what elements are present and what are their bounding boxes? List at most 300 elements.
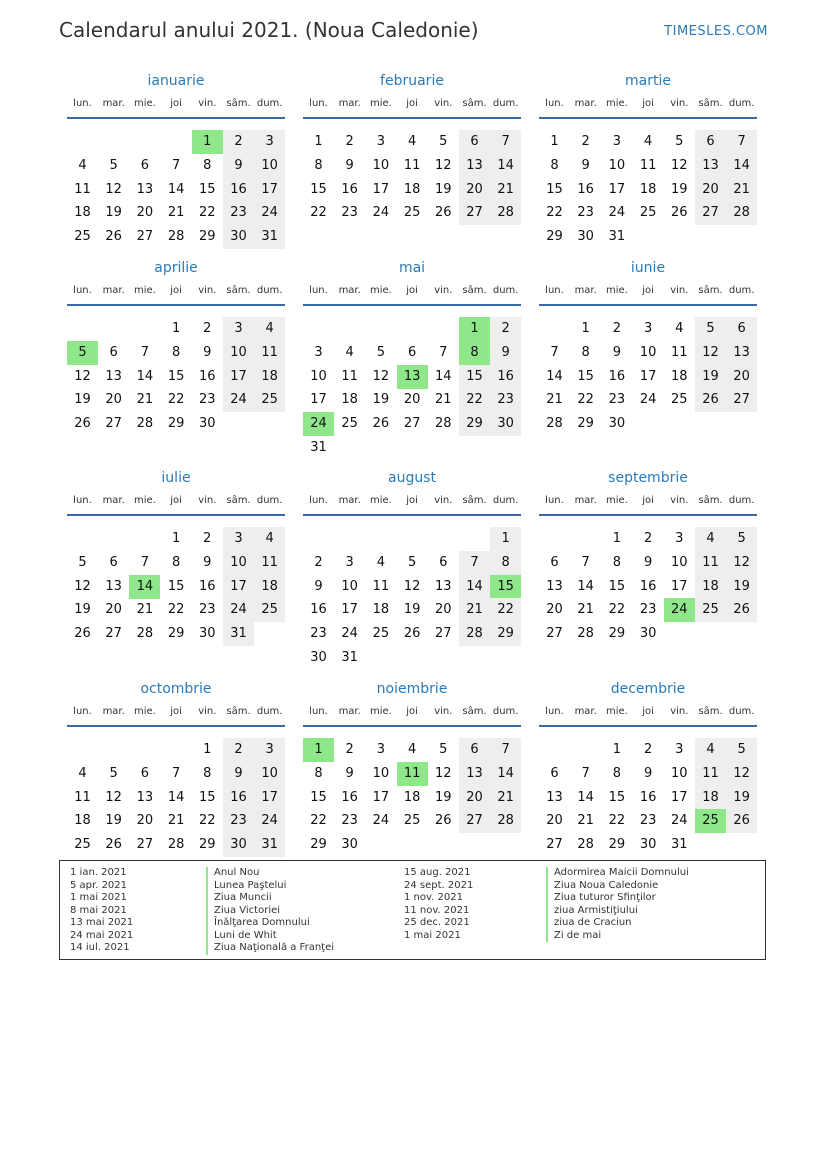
day-cell[interactable]: 9: [345, 157, 354, 173]
day-cell[interactable]: 21: [490, 786, 521, 810]
day-cell[interactable]: 21: [136, 392, 154, 408]
day-cell[interactable]: 17: [223, 575, 254, 599]
day-cell[interactable]: 25: [403, 205, 421, 221]
day-cell[interactable]: 26: [695, 388, 726, 412]
day-cell[interactable]: 11: [341, 368, 358, 384]
day-cell[interactable]: 28: [167, 837, 185, 853]
day-cell[interactable]: 8: [171, 344, 181, 360]
day-cell[interactable]: 7: [171, 765, 181, 781]
day-cell[interactable]: 15: [310, 181, 327, 197]
day-cell[interactable]: 27: [459, 201, 490, 225]
day-cell[interactable]: 10: [372, 765, 390, 781]
day-cell[interactable]: 24: [608, 205, 626, 221]
day-cell[interactable]: 7: [581, 554, 590, 570]
day-cell[interactable]: 28: [136, 416, 154, 432]
day-cell[interactable]: 30: [310, 650, 327, 665]
day-cell[interactable]: 1: [550, 134, 559, 149]
day-cell[interactable]: 27: [435, 626, 452, 642]
day-cell[interactable]: 26: [105, 229, 122, 245]
day-cell[interactable]: 26: [726, 809, 757, 833]
day-cell[interactable]: 19: [372, 392, 390, 408]
day-cell[interactable]: 30: [577, 229, 594, 245]
day-cell[interactable]: 7: [490, 738, 521, 762]
day-cell[interactable]: 27: [105, 416, 122, 432]
day-cell[interactable]: 30: [199, 416, 216, 432]
day-cell[interactable]: 14: [167, 789, 185, 805]
day-cell[interactable]: 9: [490, 341, 521, 365]
day-cell[interactable]: 13: [546, 789, 563, 805]
day-cell[interactable]: 15: [199, 181, 216, 197]
holiday-day-cell[interactable]: 24: [664, 598, 695, 622]
day-cell[interactable]: 19: [726, 575, 757, 599]
day-cell[interactable]: 29: [577, 416, 594, 432]
day-cell[interactable]: 1: [612, 742, 622, 757]
day-cell[interactable]: 2: [314, 554, 323, 570]
day-cell[interactable]: 12: [726, 551, 757, 575]
day-cell[interactable]: 24: [223, 388, 254, 412]
day-cell[interactable]: 6: [550, 765, 559, 781]
day-cell[interactable]: 23: [639, 602, 657, 618]
day-cell[interactable]: 25: [403, 813, 421, 829]
day-cell[interactable]: 6: [140, 765, 150, 781]
day-cell[interactable]: 24: [639, 392, 657, 408]
day-cell[interactable]: 8: [612, 765, 622, 781]
day-cell[interactable]: 6: [695, 130, 726, 154]
day-cell[interactable]: 18: [639, 181, 657, 197]
day-cell[interactable]: 5: [407, 554, 417, 570]
day-cell[interactable]: 31: [254, 225, 285, 249]
day-cell[interactable]: 29: [608, 837, 626, 853]
day-cell[interactable]: 21: [577, 602, 594, 618]
day-cell[interactable]: 10: [341, 578, 358, 594]
day-cell[interactable]: 19: [105, 205, 122, 221]
day-cell[interactable]: 18: [403, 789, 421, 805]
day-cell[interactable]: 4: [407, 134, 417, 149]
day-cell[interactable]: 10: [372, 157, 390, 173]
day-cell[interactable]: 3: [376, 742, 386, 757]
day-cell[interactable]: 27: [136, 229, 154, 245]
day-cell[interactable]: 23: [341, 813, 358, 829]
day-cell[interactable]: 17: [671, 578, 688, 594]
day-cell[interactable]: 8: [581, 344, 590, 360]
day-cell[interactable]: 12: [726, 762, 757, 786]
day-cell[interactable]: 31: [310, 440, 327, 455]
day-cell[interactable]: 13: [136, 789, 154, 805]
day-cell[interactable]: 17: [372, 181, 390, 197]
day-cell[interactable]: 13: [435, 578, 452, 594]
holiday-day-cell[interactable]: 1: [459, 317, 490, 341]
day-cell[interactable]: 27: [695, 201, 726, 225]
day-cell[interactable]: 27: [403, 416, 421, 432]
day-cell[interactable]: 6: [407, 344, 417, 360]
day-cell[interactable]: 11: [695, 762, 726, 786]
day-cell[interactable]: 16: [639, 789, 657, 805]
day-cell[interactable]: 21: [167, 813, 185, 829]
day-cell[interactable]: 31: [223, 622, 254, 646]
day-cell[interactable]: 23: [199, 392, 216, 408]
day-cell[interactable]: 22: [167, 392, 185, 408]
day-cell[interactable]: 20: [546, 813, 563, 829]
day-cell[interactable]: 9: [345, 765, 354, 781]
day-cell[interactable]: 22: [199, 813, 216, 829]
day-cell[interactable]: 3: [223, 527, 254, 551]
day-cell[interactable]: 30: [199, 626, 216, 642]
day-cell[interactable]: 31: [254, 833, 285, 857]
day-cell[interactable]: 1: [314, 134, 323, 149]
day-cell[interactable]: 24: [254, 201, 285, 225]
day-cell[interactable]: 18: [341, 392, 358, 408]
day-cell[interactable]: 26: [671, 205, 688, 221]
day-cell[interactable]: 14: [726, 154, 757, 178]
day-cell[interactable]: 31: [671, 837, 688, 853]
day-cell[interactable]: 6: [459, 130, 490, 154]
day-cell[interactable]: 24: [254, 809, 285, 833]
day-cell[interactable]: 6: [140, 157, 150, 173]
day-cell[interactable]: 12: [435, 765, 452, 781]
day-cell[interactable]: 5: [439, 742, 448, 757]
day-cell[interactable]: 26: [372, 416, 390, 432]
day-cell[interactable]: 19: [726, 786, 757, 810]
day-cell[interactable]: 3: [223, 317, 254, 341]
day-cell[interactable]: 30: [639, 626, 657, 642]
day-cell[interactable]: 10: [254, 762, 285, 786]
day-cell[interactable]: 12: [74, 578, 91, 594]
day-cell[interactable]: 22: [490, 598, 521, 622]
day-cell[interactable]: 12: [105, 789, 122, 805]
day-cell[interactable]: 14: [167, 181, 185, 197]
day-cell[interactable]: 7: [490, 130, 521, 154]
day-cell[interactable]: 17: [639, 368, 657, 384]
day-cell[interactable]: 22: [199, 205, 216, 221]
day-cell[interactable]: 23: [577, 205, 594, 221]
day-cell[interactable]: 2: [223, 738, 254, 762]
day-cell[interactable]: 6: [109, 344, 118, 360]
day-cell[interactable]: 24: [372, 205, 390, 221]
day-cell[interactable]: 26: [403, 626, 421, 642]
day-cell[interactable]: 8: [550, 157, 559, 173]
day-cell[interactable]: 7: [581, 765, 590, 781]
day-cell[interactable]: 29: [199, 837, 216, 853]
day-cell[interactable]: 11: [671, 344, 688, 360]
day-cell[interactable]: 23: [490, 388, 521, 412]
day-cell[interactable]: 14: [577, 578, 594, 594]
day-cell[interactable]: 27: [726, 388, 757, 412]
day-cell[interactable]: 18: [254, 365, 285, 389]
day-cell[interactable]: 28: [459, 622, 490, 646]
day-cell[interactable]: 25: [74, 837, 91, 853]
day-cell[interactable]: 14: [459, 575, 490, 599]
day-cell[interactable]: 17: [341, 602, 358, 618]
day-cell[interactable]: 30: [490, 412, 521, 436]
day-cell[interactable]: 12: [74, 368, 91, 384]
day-cell[interactable]: 21: [136, 602, 154, 618]
day-cell[interactable]: 25: [254, 388, 285, 412]
day-cell[interactable]: 3: [376, 134, 386, 149]
day-cell[interactable]: 3: [345, 554, 354, 570]
day-cell[interactable]: 2: [223, 130, 254, 154]
day-cell[interactable]: 30: [639, 837, 657, 853]
day-cell[interactable]: 26: [435, 205, 452, 221]
day-cell[interactable]: 12: [372, 368, 390, 384]
day-cell[interactable]: 26: [726, 598, 757, 622]
day-cell[interactable]: 8: [314, 157, 323, 173]
day-cell[interactable]: 23: [341, 205, 358, 221]
day-cell[interactable]: 16: [639, 578, 657, 594]
day-cell[interactable]: 18: [74, 205, 91, 221]
day-cell[interactable]: 4: [254, 527, 285, 551]
day-cell[interactable]: 13: [136, 181, 154, 197]
day-cell[interactable]: 14: [136, 368, 154, 384]
day-cell[interactable]: 30: [341, 837, 358, 853]
day-cell[interactable]: 20: [136, 813, 154, 829]
day-cell[interactable]: 5: [439, 134, 448, 149]
day-cell[interactable]: 13: [546, 578, 563, 594]
day-cell[interactable]: 5: [675, 134, 684, 149]
day-cell[interactable]: 25: [254, 598, 285, 622]
day-cell[interactable]: 27: [136, 837, 154, 853]
day-cell[interactable]: 2: [203, 531, 212, 546]
day-cell[interactable]: 16: [199, 368, 216, 384]
day-cell[interactable]: 29: [167, 626, 185, 642]
holiday-day-cell[interactable]: 8: [459, 341, 490, 365]
day-cell[interactable]: 1: [171, 321, 181, 336]
day-cell[interactable]: 23: [223, 809, 254, 833]
day-cell[interactable]: 2: [643, 531, 653, 546]
day-cell[interactable]: 16: [608, 368, 626, 384]
day-cell[interactable]: 16: [577, 181, 594, 197]
day-cell[interactable]: 11: [254, 341, 285, 365]
day-cell[interactable]: 12: [403, 578, 421, 594]
day-cell[interactable]: 19: [435, 789, 452, 805]
day-cell[interactable]: 17: [671, 789, 688, 805]
day-cell[interactable]: 20: [403, 392, 421, 408]
day-cell[interactable]: 12: [671, 157, 688, 173]
day-cell[interactable]: 3: [675, 531, 684, 546]
day-cell[interactable]: 24: [223, 598, 254, 622]
day-cell[interactable]: 15: [546, 181, 563, 197]
day-cell[interactable]: 13: [695, 154, 726, 178]
day-cell[interactable]: 4: [78, 765, 87, 781]
day-cell[interactable]: 2: [345, 742, 354, 757]
day-cell[interactable]: 3: [675, 742, 684, 757]
day-cell[interactable]: 16: [223, 178, 254, 202]
day-cell[interactable]: 1: [171, 531, 181, 546]
day-cell[interactable]: 30: [608, 416, 626, 432]
day-cell[interactable]: 16: [341, 789, 358, 805]
day-cell[interactable]: 10: [223, 551, 254, 575]
day-cell[interactable]: 20: [726, 365, 757, 389]
day-cell[interactable]: 17: [372, 789, 390, 805]
day-cell[interactable]: 4: [345, 344, 354, 360]
day-cell[interactable]: 17: [608, 181, 626, 197]
day-cell[interactable]: 19: [74, 602, 91, 618]
day-cell[interactable]: 28: [577, 626, 594, 642]
day-cell[interactable]: 1: [581, 321, 590, 336]
day-cell[interactable]: 29: [167, 416, 185, 432]
day-cell[interactable]: 7: [726, 130, 757, 154]
day-cell[interactable]: 8: [203, 157, 212, 173]
day-cell[interactable]: 28: [490, 201, 521, 225]
day-cell[interactable]: 20: [435, 602, 452, 618]
day-cell[interactable]: 17: [254, 786, 285, 810]
day-cell[interactable]: 20: [136, 205, 154, 221]
day-cell[interactable]: 17: [223, 365, 254, 389]
day-cell[interactable]: 10: [254, 154, 285, 178]
day-cell[interactable]: 13: [459, 762, 490, 786]
day-cell[interactable]: 14: [577, 789, 594, 805]
day-cell[interactable]: 22: [459, 388, 490, 412]
day-cell[interactable]: 10: [223, 341, 254, 365]
day-cell[interactable]: 2: [643, 742, 653, 757]
day-cell[interactable]: 23: [310, 626, 327, 642]
day-cell[interactable]: 1: [490, 527, 521, 551]
day-cell[interactable]: 23: [223, 201, 254, 225]
day-cell[interactable]: 3: [254, 738, 285, 762]
day-cell[interactable]: 21: [546, 392, 563, 408]
day-cell[interactable]: 7: [140, 344, 150, 360]
day-cell[interactable]: 24: [671, 813, 688, 829]
holiday-day-cell[interactable]: 24: [303, 412, 334, 436]
day-cell[interactable]: 28: [167, 229, 185, 245]
day-cell[interactable]: 21: [726, 178, 757, 202]
day-cell[interactable]: 19: [74, 392, 91, 408]
day-cell[interactable]: 24: [341, 626, 358, 642]
day-cell[interactable]: 20: [695, 178, 726, 202]
day-cell[interactable]: 18: [254, 575, 285, 599]
day-cell[interactable]: 9: [643, 554, 653, 570]
day-cell[interactable]: 2: [490, 317, 521, 341]
day-cell[interactable]: 2: [203, 321, 212, 336]
day-cell[interactable]: 10: [639, 344, 657, 360]
day-cell[interactable]: 9: [203, 554, 212, 570]
day-cell[interactable]: 5: [376, 344, 386, 360]
day-cell[interactable]: 20: [105, 602, 122, 618]
day-cell[interactable]: 22: [310, 813, 327, 829]
day-cell[interactable]: 9: [314, 578, 323, 594]
day-cell[interactable]: 21: [577, 813, 594, 829]
day-cell[interactable]: 14: [490, 762, 521, 786]
day-cell[interactable]: 5: [726, 738, 757, 762]
day-cell[interactable]: 9: [223, 762, 254, 786]
day-cell[interactable]: 22: [577, 392, 594, 408]
day-cell[interactable]: 21: [167, 205, 185, 221]
day-cell[interactable]: 18: [695, 786, 726, 810]
day-cell[interactable]: 28: [577, 837, 594, 853]
day-cell[interactable]: 4: [78, 157, 87, 173]
day-cell[interactable]: 18: [372, 602, 390, 618]
day-cell[interactable]: 30: [223, 833, 254, 857]
day-cell[interactable]: 19: [695, 365, 726, 389]
day-cell[interactable]: 8: [490, 551, 521, 575]
day-cell[interactable]: 2: [612, 321, 622, 336]
day-cell[interactable]: 15: [608, 578, 626, 594]
day-cell[interactable]: 3: [612, 134, 622, 149]
day-cell[interactable]: 7: [171, 157, 181, 173]
day-cell[interactable]: 25: [372, 626, 390, 642]
day-cell[interactable]: 11: [74, 789, 91, 805]
day-cell[interactable]: 14: [490, 154, 521, 178]
day-cell[interactable]: 20: [459, 786, 490, 810]
day-cell[interactable]: 11: [639, 157, 657, 173]
day-cell[interactable]: 7: [439, 344, 448, 360]
day-cell[interactable]: 3: [314, 344, 323, 360]
day-cell[interactable]: 5: [109, 765, 118, 781]
day-cell[interactable]: 9: [612, 344, 622, 360]
day-cell[interactable]: 7: [550, 344, 559, 360]
day-cell[interactable]: 8: [612, 554, 622, 570]
day-cell[interactable]: 19: [671, 181, 688, 197]
day-cell[interactable]: 31: [608, 229, 626, 245]
day-cell[interactable]: 29: [199, 229, 216, 245]
holiday-day-cell[interactable]: 1: [303, 738, 334, 762]
day-cell[interactable]: 12: [695, 341, 726, 365]
day-cell[interactable]: 27: [546, 837, 563, 853]
day-cell[interactable]: 15: [310, 789, 327, 805]
day-cell[interactable]: 5: [695, 317, 726, 341]
day-cell[interactable]: 18: [671, 368, 688, 384]
day-cell[interactable]: 27: [546, 626, 563, 642]
day-cell[interactable]: 4: [254, 317, 285, 341]
brand-link[interactable]: TIMESLES.COM: [664, 24, 768, 39]
day-cell[interactable]: 11: [403, 157, 421, 173]
day-cell[interactable]: 4: [695, 738, 726, 762]
day-cell[interactable]: 8: [171, 554, 181, 570]
day-cell[interactable]: 28: [726, 201, 757, 225]
day-cell[interactable]: 29: [490, 622, 521, 646]
day-cell[interactable]: 13: [726, 341, 757, 365]
day-cell[interactable]: 21: [490, 178, 521, 202]
day-cell[interactable]: 20: [459, 178, 490, 202]
day-cell[interactable]: 10: [310, 368, 327, 384]
day-cell[interactable]: 15: [608, 789, 626, 805]
day-cell[interactable]: 25: [74, 229, 91, 245]
holiday-day-cell[interactable]: 13: [397, 365, 428, 389]
day-cell[interactable]: 23: [608, 392, 626, 408]
day-cell[interactable]: 2: [345, 134, 354, 149]
day-cell[interactable]: 9: [203, 344, 212, 360]
day-cell[interactable]: 5: [78, 554, 87, 570]
day-cell[interactable]: 20: [546, 602, 563, 618]
holiday-day-cell[interactable]: 25: [695, 809, 726, 833]
day-cell[interactable]: 17: [310, 392, 327, 408]
day-cell[interactable]: 16: [199, 578, 216, 594]
day-cell[interactable]: 31: [341, 650, 358, 665]
day-cell[interactable]: 8: [314, 765, 323, 781]
day-cell[interactable]: 8: [203, 765, 212, 781]
day-cell[interactable]: 15: [167, 578, 185, 594]
day-cell[interactable]: 21: [435, 392, 452, 408]
day-cell[interactable]: 22: [608, 813, 626, 829]
day-cell[interactable]: 4: [643, 134, 653, 149]
day-cell[interactable]: 29: [608, 626, 626, 642]
day-cell[interactable]: 6: [109, 554, 118, 570]
day-cell[interactable]: 6: [550, 554, 559, 570]
day-cell[interactable]: 13: [105, 578, 122, 594]
day-cell[interactable]: 23: [639, 813, 657, 829]
day-cell[interactable]: 16: [490, 365, 521, 389]
day-cell[interactable]: 4: [675, 321, 684, 336]
day-cell[interactable]: 5: [109, 157, 118, 173]
day-cell[interactable]: 18: [403, 181, 421, 197]
day-cell[interactable]: 24: [372, 813, 390, 829]
day-cell[interactable]: 16: [310, 602, 327, 618]
day-cell[interactable]: 28: [435, 416, 452, 432]
day-cell[interactable]: 27: [459, 809, 490, 833]
day-cell[interactable]: 11: [254, 551, 285, 575]
day-cell[interactable]: 9: [581, 157, 590, 173]
day-cell[interactable]: 3: [643, 321, 653, 336]
day-cell[interactable]: 9: [643, 765, 653, 781]
